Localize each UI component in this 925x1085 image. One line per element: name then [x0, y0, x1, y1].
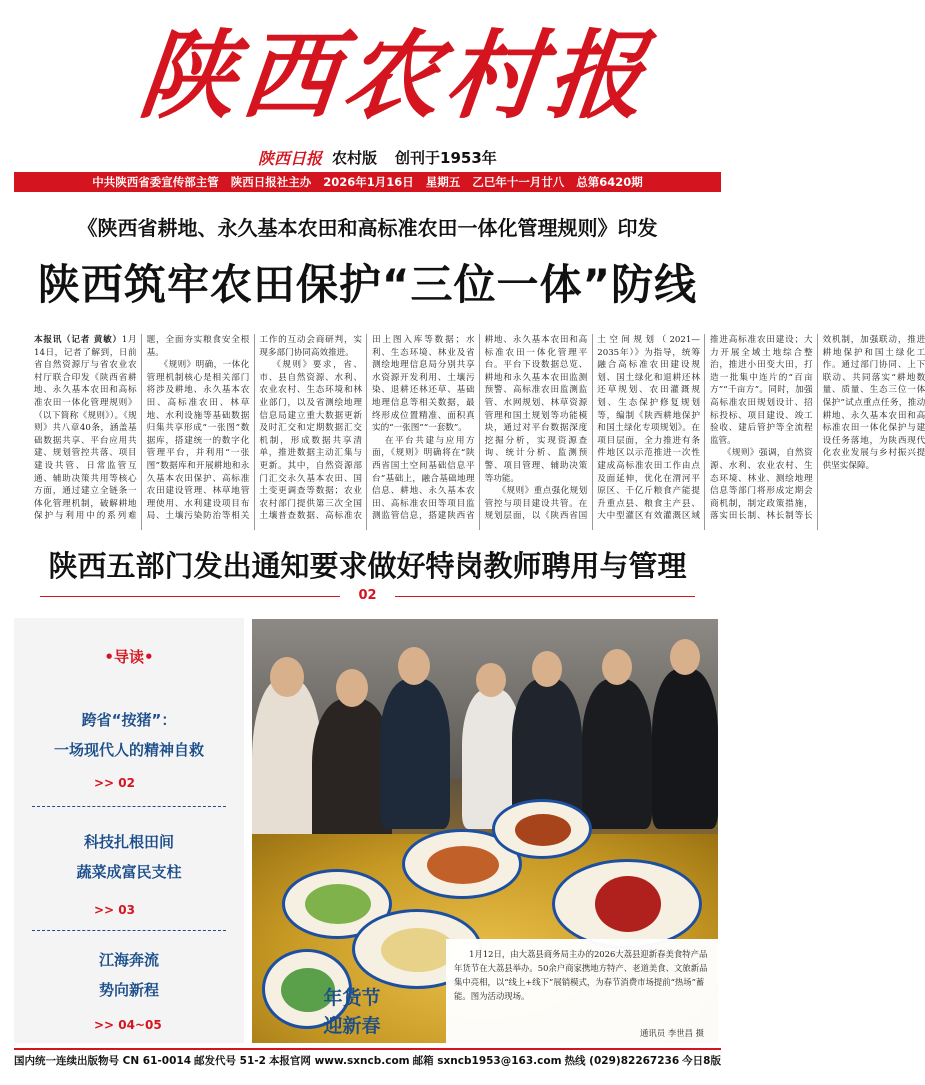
second-headline: 陕西五部门发出通知要求做好特岗教师聘用与管理: [48, 549, 687, 583]
issue-date: 2026年1月16日: [323, 175, 414, 189]
newspaper-title: 陕西农村报: [134, 19, 656, 132]
email[interactable]: 邮箱 sxncb1953@163.com: [412, 1054, 562, 1067]
guide-item-1-line2[interactable]: 一场现代人的精神自救: [53, 741, 204, 759]
guide-item-3-page[interactable]: >> 04~05: [94, 1018, 162, 1032]
page-count: 今日8版: [682, 1054, 721, 1067]
guide-item-3-line2[interactable]: 势向新程: [98, 981, 159, 999]
dish-plate: [552, 859, 702, 949]
dish-plate: [492, 799, 592, 859]
person-head: [602, 649, 632, 685]
founded-label: 创刊于1953年: [395, 148, 497, 167]
guide-title: •导读•: [104, 648, 154, 666]
second-page-ref[interactable]: 02: [358, 588, 377, 603]
lunar-date: 乙巳年十一月廿八: [472, 175, 565, 189]
article-paragraph: 《规则》重点强化规划管控与项目建设共管。在规划层面，以《陕西省国土空间规划（2021—2035年）》为指导，统筹融合高标准农田建设规划、国土绿化和退耕还林还草规划、农田灌溉规划、生态保护修复规划等，编制《陕西耕地保护和国土绿化专项规划》。在项目层面，全力推进有条件地区以示范推进一次性建成高标准农田工作由点及面延伸，优化在渭河平原区、千亿斤粮食产能提升重点县、粮食主产县、大中型灌区有效灌溉区域推进高标准农田建设；大力开展全域土地综合整治，推进小田变大田，打造一批集中连片的“百亩方”“千亩方”。同时，加强高标准农田规划设计、招标投标、项目建设、竣工验收、建后管护等全流程监管。: [484, 335, 813, 522]
photo-tag-line1: 年货节: [323, 987, 381, 1009]
postal-code: 邮发代号 51-2: [194, 1054, 266, 1067]
guide-item-2-page[interactable]: >> 03: [94, 903, 135, 917]
article-paragraph: 在平台共建与应用方面，《规则》明确将在“陕西省国土空间基础信息平台”基础上，融合基础地理信息、耕地、永久基本农田、高标准农田等项目监测监管信息，搭建陕西省耕地、永久基本农田和高标准农田一体化管理平台。平台下设数据总览、耕地和永久基本农田监测预警、高标准农田监测监管、水网规划、林草资源管理和国土规划等功能模块，通过对平台数据深度挖掘分析，实现资源查询、统计分析、监测预警、项目管理、辅助决策等功能。: [371, 335, 588, 522]
guide-item-1-page[interactable]: >> 02: [94, 776, 135, 790]
photo-tag-line2: 迎新春: [323, 1015, 381, 1037]
cn-number: 国内统一连续出版物号 CN 61-0014: [14, 1054, 191, 1067]
guide-item-2-line1[interactable]: 科技扎根田间: [83, 833, 174, 851]
sponsor: 陕西日报社主办: [230, 175, 312, 189]
person-head: [532, 651, 562, 687]
photo-caption: 1月12日，由大荔县商务局主办的2026大荔县迎新春美食特产品年货节在大荔县举办。50余户商家携地方特产、老道美食、文旅新品集中亮相，以“线上+线下”展销模式，为春节消费市场提前“热场”蓄能。图为活动现场。: [454, 949, 708, 1001]
website[interactable]: 本报官网 www.sxncb.com: [268, 1054, 410, 1067]
issue-info-bar: [14, 172, 721, 192]
article-paragraph: 本报讯（记者 黄敏）1月14日，记者了解到，日前省自然资源厅与省农业农村厅联合印发《陕西省耕地、永久基本农田和高标准农田一体化管理规则》（以下简称《规则》）。《规则》共八章40条，涵盖基础数据共享、平台应用共建、规划管控共落、项目建设共管、日常监管互通、辅助决策共用等核心方面，通过建立全链条一体化管理机制，破解耕地保护与利用中的系列难题，全面夯实粮食安全根基。: [34, 335, 250, 522]
masthead-subline: [258, 146, 497, 168]
footer-rule: [14, 1048, 721, 1050]
photo-credit: 通讯员 李世昌 摄: [640, 1028, 704, 1038]
masthead: [0, 0, 735, 170]
lead-subheadline: 《陕西省耕地、永久基本农田和高标准农田一体化管理规则》印发: [77, 216, 658, 240]
hotline: 热线 (029)82267236: [564, 1054, 680, 1067]
issue-number: 总第6420期: [576, 175, 643, 189]
article-paragraph: 《规则》强调，自然资源、水利、农业农村、生态环境、林业、测绘地理信息等部门将形成定期会商机制，制定政策措施，落实田长制、林长制等长效机制，加强联动，推进耕地保护和国土绿化工作。通过部门协同、上下联动、共同落实“耕地数量、质量、生态三位一体保护”试点重点任务，推动耕地、永久基本农田和高标准农田一体化保护与建设任务落地，为陕西现代化农业发展与乡村振兴提供坚实保障。: [709, 335, 925, 522]
lead-headline: 陕西筑牢农田保护“三位一体”防线: [37, 260, 698, 309]
parent-paper-logo: 陕西日报: [258, 148, 323, 168]
weekday: 星期五: [425, 175, 461, 189]
person-head: [336, 669, 368, 707]
photo-caption-box: [446, 939, 718, 1043]
person-figure: [652, 669, 718, 829]
article-paragraph: 《规则》明确，一体化管理机制核心是相关部门将涉及耕地、永久基本农田、高标准农田、林草地、水利设施等基础数据归集共享形成“一张图”数据库，搭建统一的数字化管理平台，并利用“一张图”数据库和开展耕地和永久基本农田保护、高标准农田建设管理、林草地管理使用、水利建设项目布局、土壤污染防治等相关工作的互动会商研判，实现多部门协同高效推进。: [146, 335, 362, 522]
byline: 本报讯（记者 黄敏）: [34, 335, 122, 345]
person-head: [398, 647, 430, 685]
reading-guide: [14, 618, 244, 1043]
person-head: [476, 663, 506, 697]
supervisor: 中共陕西省委宣传部主管: [92, 175, 219, 189]
guide-item-1-line1[interactable]: 跨省“按猪”：: [81, 711, 177, 729]
guide-item-2-line2[interactable]: 蔬菜成富民支柱: [76, 863, 182, 881]
lead-article-body: [34, 334, 925, 530]
person-head: [270, 657, 304, 697]
guide-item-3-line1[interactable]: 江海奔流: [98, 951, 159, 969]
person-figure: [380, 679, 450, 829]
footer: [14, 1052, 721, 1068]
person-figure: [582, 679, 652, 829]
article-paragraph: 《规则》要求，省、市、县自然资源、水利、农业农村、生态环境和林业部门，以及省测绘地理信息局建立重大数据更新及时汇交和定期数据汇交机制，形成数据共享清单，推进数据主动汇集与更新。其中，自然资源部门汇交永久基本农田、国土变更调查等数据；农业农村部门提供第三次全国土壤普查数据、高标准农田上图入库等数据；水利、生态环境、林业及省测绘地理信息局分别共享水资源开发利用、土壤污染、退耕还林还草、基础地理信息等相关数据，最终形成位置精准、面积真实的“一张图”“一套数”。: [259, 335, 475, 522]
guide-separator: [32, 930, 226, 931]
edition-label: 农村版: [332, 148, 378, 167]
person-head: [670, 639, 700, 675]
feature-photo: [252, 619, 718, 1043]
guide-separator: [32, 806, 226, 807]
